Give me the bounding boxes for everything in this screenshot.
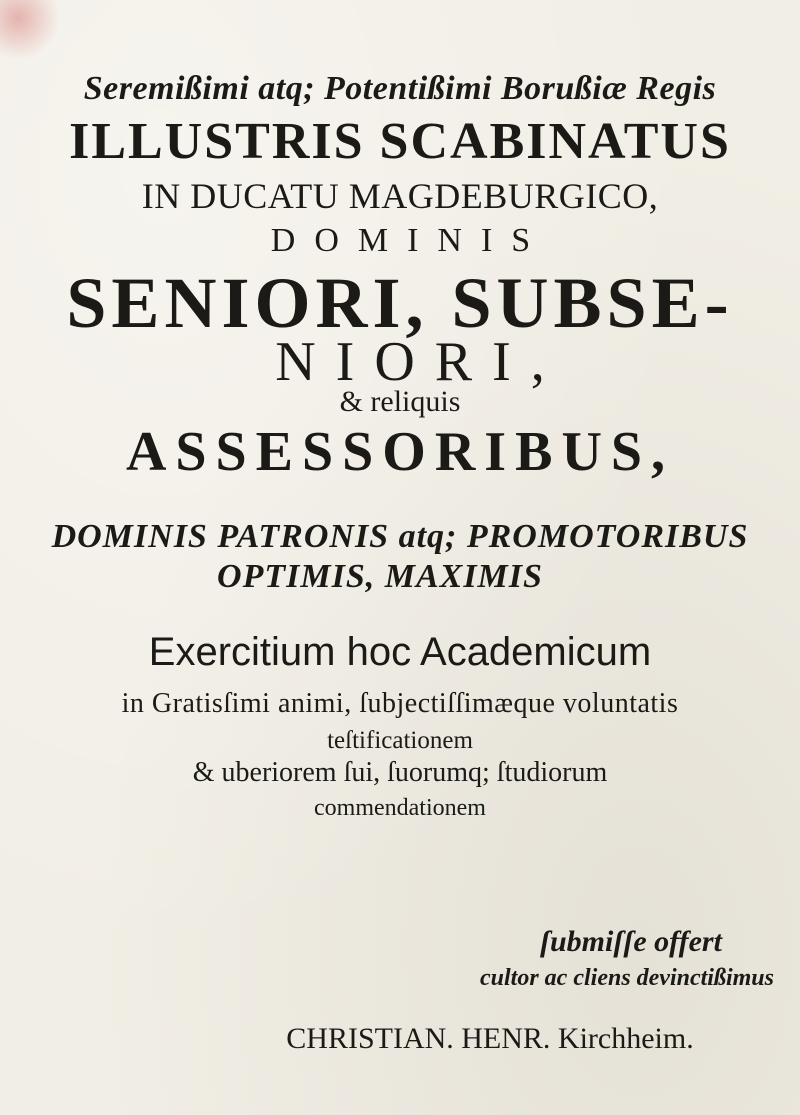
author-line: CHRISTIAN. HENR. Kirchheim. <box>286 1022 694 1055</box>
dedication-line: Seremißimi atq; Potentißimi Borußiæ Regis <box>83 70 717 107</box>
gratissimi-line: in Gratisſimi animi, ſubjectiſſimæque voluntatis <box>121 688 679 719</box>
seniori-heading: SENIORI, SUBSE- <box>66 263 734 343</box>
optimis-line: OPTIMIS, MAXIMIS <box>217 558 543 595</box>
assessoribus-heading: ASSESSORIBUS, <box>125 421 675 483</box>
submisse-line: ſubmiſſe offert <box>540 925 722 958</box>
commendationem-line: commendationem <box>314 795 486 821</box>
niori-line: NIORI, <box>275 331 565 393</box>
patronis-line: DOMINIS PATRONIS atq; PROMOTORIBUS <box>51 518 749 555</box>
testificationem-line: teſtificationem <box>327 727 473 754</box>
reliquis-line: & reliquis <box>339 385 461 418</box>
exercitium-line: Exercitium hoc Academicum <box>148 630 652 674</box>
uberiorem-line: & uberiorem ſui, ſuorumq; ſtudiorum <box>192 757 608 788</box>
dominis-line: DOMINIS <box>270 222 550 259</box>
body-name-heading: ILLUSTRIS SCABINATUS <box>69 113 731 170</box>
cultor-line: cultor ac cliens devinctißimus <box>480 965 774 991</box>
location-line: IN DUCATU MAGDEBURGICO, <box>141 176 659 216</box>
corner-stain <box>0 0 60 60</box>
